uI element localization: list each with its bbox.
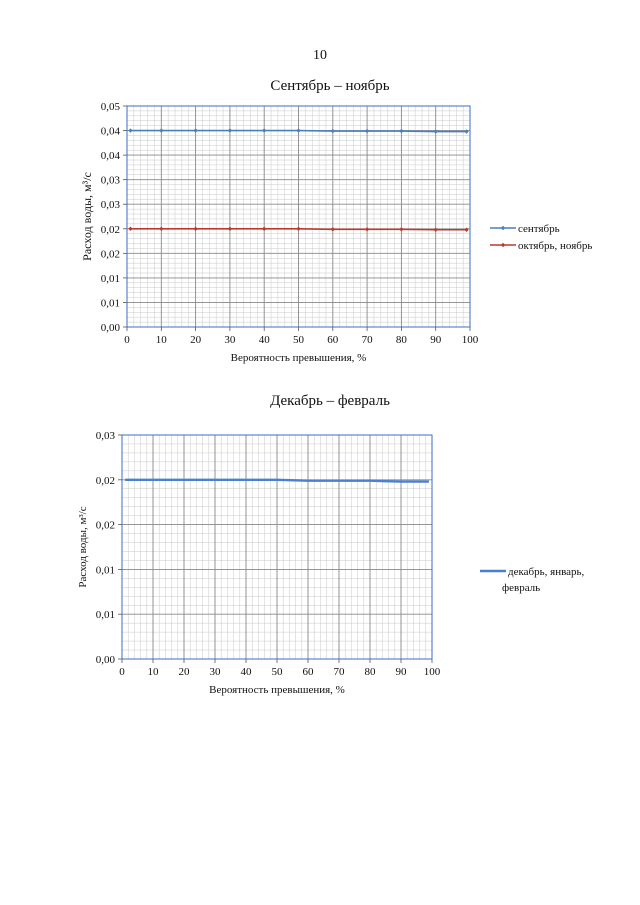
x-axis-label: Вероятность превышения, % bbox=[209, 684, 345, 696]
data-point bbox=[193, 227, 197, 231]
y-tick-label: 0,00 bbox=[95, 654, 115, 666]
data-point bbox=[296, 227, 300, 231]
y-tick-label: 0,03 bbox=[100, 199, 120, 212]
legend-entry bbox=[490, 223, 560, 235]
page-number: 10 bbox=[313, 48, 327, 63]
legend-label: сентябрь bbox=[518, 223, 560, 235]
data-point bbox=[434, 129, 438, 133]
chart-title-sep-nov: Сентябрь – ноябрь bbox=[270, 78, 390, 94]
data-point bbox=[128, 128, 132, 132]
x-tick-label: 100 bbox=[423, 666, 441, 678]
data-point bbox=[365, 227, 369, 231]
x-tick-label: 20 bbox=[178, 666, 190, 678]
data-point bbox=[464, 228, 468, 232]
data-point bbox=[434, 228, 438, 232]
data-point bbox=[399, 129, 403, 133]
y-tick-label: 0,04 bbox=[100, 150, 120, 163]
x-tick-label: 10 bbox=[155, 334, 167, 346]
data-point bbox=[193, 128, 197, 132]
x-axis-label: Вероятность превышения, % bbox=[230, 352, 367, 364]
y-tick-label: 0,01 bbox=[100, 272, 120, 285]
data-point bbox=[331, 129, 335, 133]
x-tick-label: 60 bbox=[327, 334, 339, 346]
x-tick-label: 80 bbox=[364, 666, 376, 678]
data-point bbox=[228, 227, 232, 231]
chart-1 bbox=[77, 430, 585, 696]
y-tick-label: 0,02 bbox=[95, 519, 115, 532]
legend-label: декабрь, январь, февраль bbox=[502, 566, 585, 594]
y-tick-label: 0,02 bbox=[100, 248, 120, 261]
legend-marker bbox=[501, 226, 505, 230]
y-axis-label: Расход воды, м³/с bbox=[77, 506, 89, 588]
x-tick-label: 40 bbox=[258, 334, 270, 346]
data-point bbox=[331, 227, 335, 231]
x-tick-label: 70 bbox=[361, 334, 373, 346]
chart-0 bbox=[80, 101, 592, 364]
legend-label: октябрь, ноябрь bbox=[518, 240, 593, 252]
x-tick-label: 60 bbox=[302, 666, 314, 678]
data-point bbox=[128, 227, 132, 231]
chart-title-dec-feb: Декабрь – февраль bbox=[270, 393, 390, 409]
x-tick-label: 0 bbox=[124, 334, 130, 346]
data-point bbox=[464, 129, 468, 133]
y-tick-label: 0,04 bbox=[100, 125, 120, 138]
x-tick-label: 90 bbox=[395, 666, 407, 678]
x-tick-label: 30 bbox=[209, 666, 221, 678]
legend-entry bbox=[490, 240, 592, 252]
x-tick-label: 0 bbox=[119, 666, 125, 678]
legend-entry bbox=[480, 566, 585, 594]
y-axis-label: Расход воды, м³/с bbox=[80, 172, 94, 261]
y-tick-label: 0,01 bbox=[95, 564, 115, 577]
data-point bbox=[262, 227, 266, 231]
y-tick-label: 0,02 bbox=[100, 223, 120, 236]
x-tick-label: 40 bbox=[240, 666, 252, 678]
x-tick-label: 70 bbox=[333, 666, 345, 678]
y-tick-label: 0,05 bbox=[100, 101, 120, 113]
data-point bbox=[159, 227, 163, 231]
x-tick-label: 30 bbox=[224, 334, 236, 346]
y-tick-label: 0,03 bbox=[95, 430, 115, 442]
data-point bbox=[296, 128, 300, 132]
y-tick-label: 0,00 bbox=[100, 322, 120, 334]
y-tick-label: 0,01 bbox=[100, 297, 120, 310]
y-tick-label: 0,03 bbox=[100, 174, 120, 187]
data-point bbox=[262, 128, 266, 132]
data-point bbox=[159, 128, 163, 132]
legend-marker bbox=[501, 243, 505, 247]
x-tick-label: 10 bbox=[147, 666, 159, 678]
data-point bbox=[228, 128, 232, 132]
x-tick-label: 100 bbox=[461, 334, 479, 346]
x-tick-label: 50 bbox=[271, 666, 283, 678]
x-tick-label: 90 bbox=[430, 334, 442, 346]
x-tick-label: 20 bbox=[190, 334, 202, 346]
y-tick-label: 0,02 bbox=[95, 474, 115, 487]
data-point bbox=[365, 129, 369, 133]
x-tick-label: 80 bbox=[395, 334, 407, 346]
x-tick-label: 50 bbox=[293, 334, 304, 346]
data-point bbox=[399, 227, 403, 231]
y-tick-label: 0,01 bbox=[95, 609, 115, 622]
